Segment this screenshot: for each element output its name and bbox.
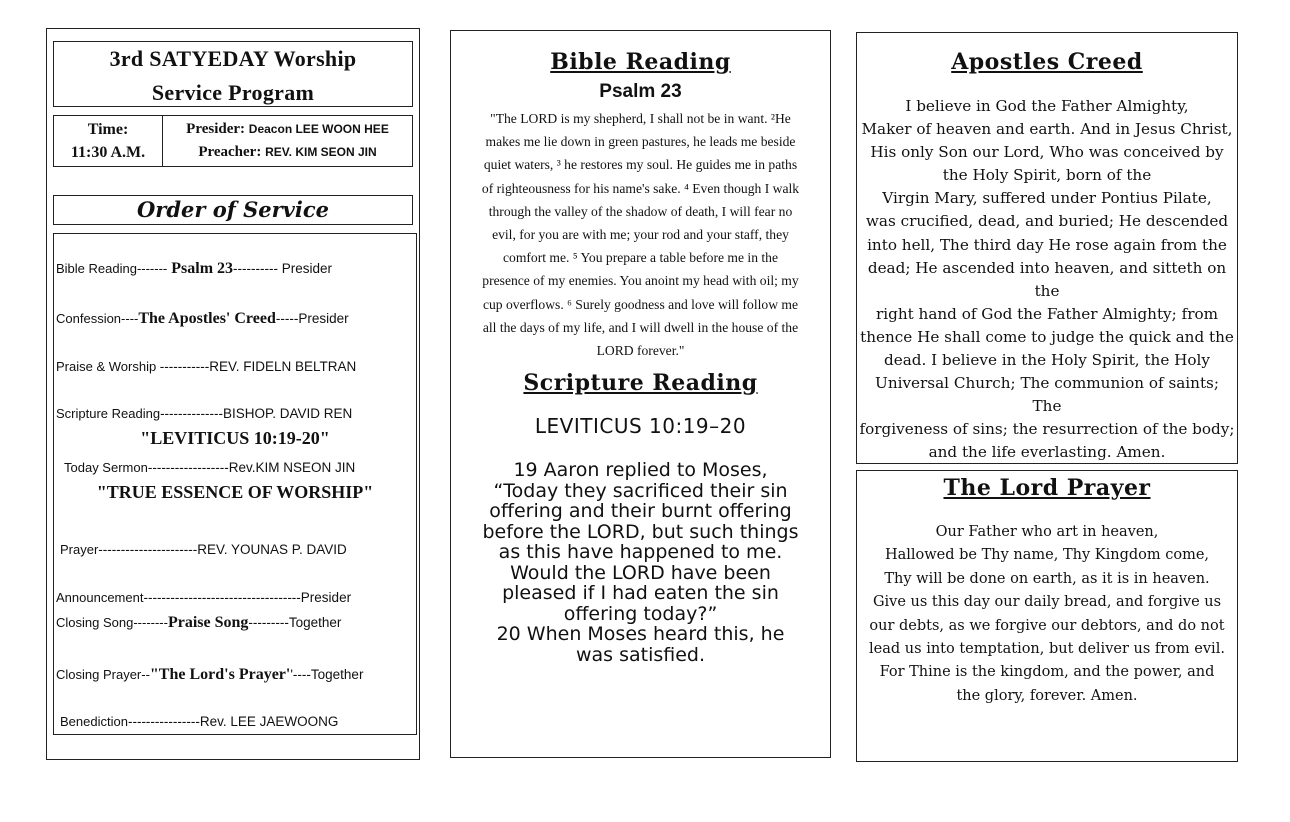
sermon-title: "TRUE ESSENCE OF WORSHIP" (96, 482, 374, 502)
order-item-closing-song: Closing Song--------Praise Song---------Together (56, 614, 342, 631)
scripture-reading-heading: Scripture Reading (523, 370, 758, 397)
psalm-title: Psalm 23 (599, 81, 682, 102)
leviticus-reference: LEVITICUS 10:19–20 (534, 414, 747, 439)
program-title-line1: 3rd SATYEDAY Worship (109, 46, 357, 71)
order-item-scripture-reading: Scripture Reading--------------BISHOP. DAVID REN (56, 406, 353, 421)
apostles-creed-panel (856, 32, 1238, 464)
order-item-prayer: Prayer----------------------REV. YOUNAS P. DAVID (60, 542, 347, 557)
lord-prayer-heading: The Lord Prayer (943, 475, 1151, 501)
order-item-announcement: Announcement-----------------------------------Presider (56, 590, 352, 605)
program-title-line2: Service Program (151, 80, 315, 105)
order-item-benediction: Benediction----------------Rev. LEE JAEWOONG (60, 714, 339, 729)
bible-reading-panel (450, 30, 831, 758)
leviticus-text: 19 Aaron replied to Moses, “Today they sacrificed their sin offering and their burnt offering before the LORD, but such things as this have happened to me. Would the LORD have been pleased if I had eaten the sin offering today?” 20 When Moses heard this, he was satisfied. (482, 459, 799, 666)
scripture-reference: "LEVITICUS 10:19-20" (140, 428, 330, 448)
program-title-box (53, 41, 413, 107)
service-info-box (53, 115, 413, 167)
time-value: 11:30 A.M. (70, 144, 146, 161)
order-item-bible-reading: Bible Reading------- Psalm 23---------- Presider (56, 260, 333, 277)
preacher-name: REV. KIM SEON JIN (265, 145, 377, 159)
presider-name: Deacon LEE WOON HEE (248, 122, 389, 136)
ministers-cell (163, 116, 412, 166)
program-panel (46, 28, 420, 760)
order-item-today-sermon: Today Sermon------------------Rev.KIM NSEON JIN (64, 460, 356, 475)
apostles-creed-heading: Apostles Creed (951, 49, 1143, 75)
lord-prayer-text: Our Father who art in heaven, Hallowed be Thy name, Thy Kingdom come, Thy will be done on earth, as it is in heaven. Give us this day our daily bread, and forgive us our debts, as we forgive our debtors, and do not lead us into temptation, but deliver us from evil. For Thine is the kingdom, and the power, and the glory, forever. Amen. (869, 524, 1225, 704)
presider-label: Presider: (186, 121, 246, 137)
order-of-service-list (53, 233, 417, 735)
lord-prayer-panel (856, 470, 1238, 762)
order-of-service-title: Order of Service (53, 195, 413, 225)
psalm-text: "The LORD is my shepherd, I shall not be in want. ²He makes me lie down in green pastures, he leads me beside quiet waters, ³ he restores my soul. He guides me in paths of righteousness for his name's sake. ⁴ Even though I walk through the valley of the shadow of death, I will fear no evil, for you are with me; your rod and your staff, they comfort me. ⁵ You prepare a table before me in the presence of my enemies. You anoint my head with oil; my cup overflows. ⁶ Surely goodness and love will follow me all the days of my life, and I will dwell in the house of the LORD forever." (481, 111, 800, 359)
time-label: Time: (87, 121, 129, 138)
preacher-label: Preacher: (198, 144, 262, 160)
order-item-confession: Confession----The Apostles' Creed-----Presider (56, 310, 349, 327)
apostles-creed-text: I believe in God the Father Almighty, Maker of heaven and earth. And in Jesus Christ, His only Son our Lord, Who was conceived by the Holy Spirit, born of the Virgin Mary, suffered under Pontius Pilate, was crucified, dead, and buried; He descended into hell, The third day He rose again from the dead; He ascended into heaven, and sitteth on the right hand of God the Father Almighty; from thence He shall come to judge the quick and the dead. I believe in the Holy Spirit, the Holy Universal Church; The communion of saints; The forgiveness of sins; the resurrection of the body; and the life everlasting. Amen. (859, 97, 1235, 462)
bible-reading-heading: Bible Reading (550, 49, 731, 75)
time-cell (54, 116, 163, 166)
order-item-praise-worship: Praise & Worship -----------REV. FIDELN BELTRAN (56, 359, 357, 374)
order-item-closing-prayer: Closing Prayer--"The Lord's Prayer''----Together (56, 666, 364, 683)
